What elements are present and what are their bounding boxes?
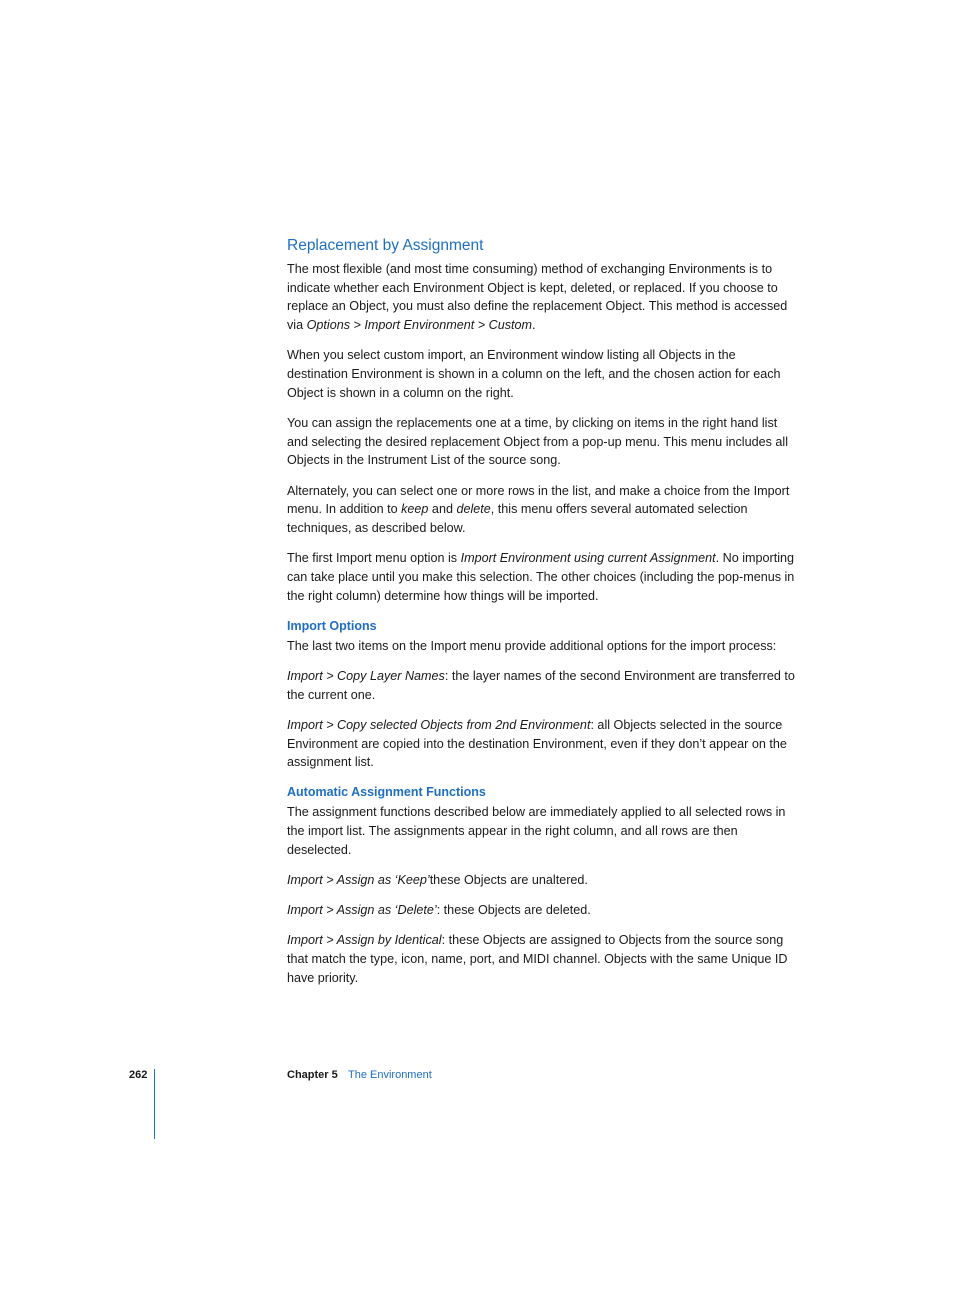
text: The most flexible (and most time consuming) method of exchanging Environments is to indicate whether each Environment Object is kept, deleted, or replaced. If you choose to replace an Object, you must also define the replacement Object. This method is accessed via [287, 262, 788, 333]
menu-path: Import > Assign as ‘Keep’ [287, 873, 430, 888]
text: : these Objects are assigned to Objects from the source song that match the type, icon, name, port, and MIDI channel. Objects with the same Unique ID have priority. [287, 933, 788, 985]
page-number: 262 [129, 1069, 148, 1081]
paragraph [287, 716, 799, 772]
paragraph [287, 871, 799, 890]
paragraph: The last two items on the Import menu provide additional options for the import process: [287, 638, 777, 653]
paragraph [287, 549, 799, 605]
section-heading: Replacement by Assignment [287, 237, 484, 254]
term-keep: keep [401, 502, 429, 517]
paragraph: When you select custom import, an Environment window listing all Objects in the destination Environment is shown in a column on the left, and the chosen action for each Object is shown in a column on the right. [287, 348, 781, 400]
text: these Objects are unaltered. [429, 873, 588, 888]
menu-path: Import > Copy Layer Names [287, 668, 445, 683]
paragraph: The assignment functions described below are immediately applied to all selected rows in the import list. The assignments appear in the right column, and all rows are then deselected. [287, 805, 786, 857]
text: and [428, 502, 457, 517]
footer-chapter-title: The Environment [348, 1069, 432, 1081]
paragraph [287, 260, 799, 335]
subsection-heading-import-options: Import Options [287, 618, 377, 633]
text: : the layer names of the second Environment are transferred to the current one. [287, 668, 795, 702]
text: The first Import menu option is [287, 551, 461, 566]
menu-option: Import Environment using current Assignment [460, 551, 716, 566]
text: . No importing can take place until you make this selection. The other choices (including the pop-menus in the right column) determine how things will be imported. [287, 551, 795, 603]
text: Alternately, you can select one or more rows in the list, and make a choice from the Import menu. In addition to [287, 483, 790, 517]
menu-path: Import > Copy selected Objects from 2nd Environment [287, 717, 591, 732]
page-content [287, 236, 799, 999]
footer-chapter-label: Chapter 5 [287, 1069, 338, 1081]
menu-path: Import > Assign as ‘Delete’ [287, 903, 437, 918]
text: . [532, 318, 536, 333]
text: : all Objects selected in the source Environment are copied into the destination Environment, even if they don’t appear on the assignment list. [287, 717, 787, 770]
paragraph [287, 667, 799, 704]
menu-path: Options > Import Environment > Custom [306, 318, 532, 333]
term-delete: delete [456, 502, 491, 517]
menu-path: Import > Assign by Identical [287, 933, 442, 948]
paragraph [287, 482, 799, 538]
paragraph: You can assign the replacements one at a time, by clicking on items in the right hand list and selecting the desired replacement Object from a pop-up menu. This menu includes all Objects in the Instrument List of the source song. [287, 415, 788, 468]
paragraph [287, 901, 799, 920]
subsection-heading-automatic-assignment: Automatic Assignment Functions [287, 785, 486, 800]
footer-divider [154, 1069, 155, 1139]
text: : these Objects are deleted. [436, 903, 591, 918]
paragraph [287, 931, 799, 987]
text: , this menu offers several automated selection techniques, as described below. [287, 502, 748, 535]
